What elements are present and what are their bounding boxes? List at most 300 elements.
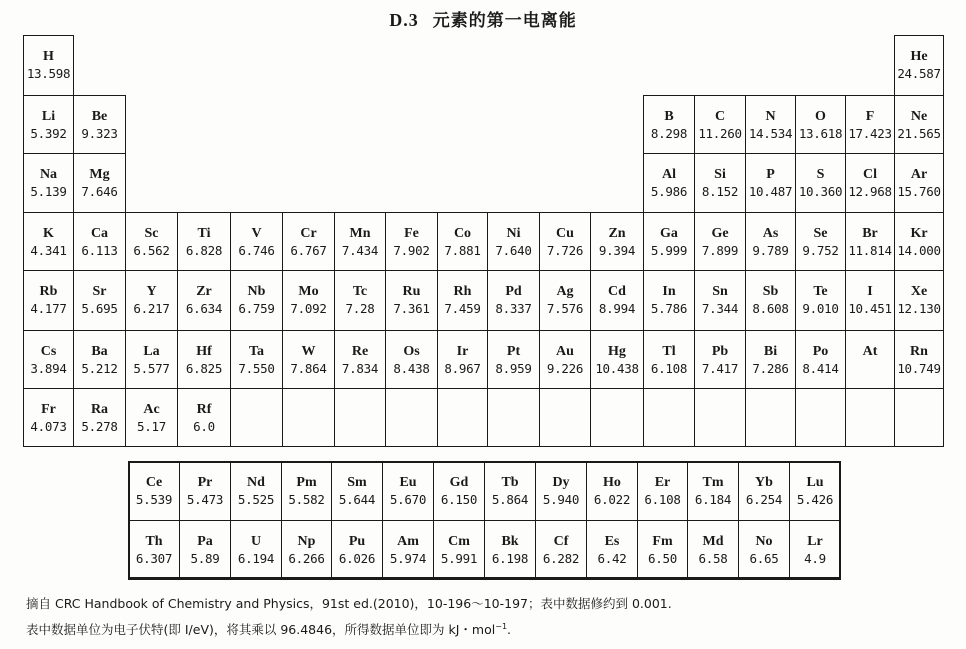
f-block-border bbox=[128, 461, 841, 579]
ionization-energy-value: 5.940 bbox=[542, 492, 580, 507]
ionization-energy-value: 10.360 bbox=[798, 184, 843, 199]
element-symbol: Ce bbox=[145, 475, 163, 490]
element-symbol: Ni bbox=[506, 226, 521, 241]
ionization-energy-value: 8.337 bbox=[495, 301, 532, 316]
element-cell bbox=[894, 270, 944, 331]
ionization-energy-value: 7.28 bbox=[345, 301, 375, 316]
ionization-energy-value: 5.539 bbox=[135, 492, 173, 507]
element-cell bbox=[795, 153, 846, 213]
ionization-energy-value: 6.767 bbox=[290, 243, 327, 258]
element-cell bbox=[643, 153, 695, 213]
ionization-energy-value: 7.459 bbox=[444, 301, 481, 316]
element-cell bbox=[230, 330, 283, 389]
element-cell bbox=[539, 388, 591, 447]
element-cell bbox=[643, 212, 695, 271]
ionization-energy-value: 4.177 bbox=[30, 301, 67, 316]
ionization-energy-value: 7.834 bbox=[341, 361, 379, 376]
element-symbol: Tb bbox=[501, 475, 519, 490]
element-symbol: Cm bbox=[448, 534, 470, 549]
element-cell bbox=[282, 212, 335, 271]
element-symbol: H bbox=[43, 49, 54, 64]
element-symbol: Br bbox=[862, 226, 878, 241]
element-cell bbox=[125, 388, 178, 447]
element-cell bbox=[795, 330, 846, 389]
footnote-unit-end: . bbox=[507, 622, 512, 637]
ionization-energy-value: 6.184 bbox=[694, 492, 732, 507]
ionization-energy-value: 6.150 bbox=[440, 492, 478, 507]
element-symbol: Md bbox=[702, 534, 724, 549]
element-symbol: U bbox=[250, 534, 262, 549]
page-title bbox=[0, 6, 966, 31]
element-cell bbox=[643, 270, 695, 331]
element-cell bbox=[539, 330, 591, 389]
ionization-energy-value: 4.9 bbox=[804, 551, 826, 566]
element-cell bbox=[487, 270, 540, 331]
element-cell bbox=[539, 270, 591, 331]
ionization-energy-value: 6.634 bbox=[185, 301, 223, 316]
element-symbol: Ne bbox=[910, 109, 928, 124]
element-cell bbox=[23, 95, 74, 154]
ionization-energy-value: 6.828 bbox=[185, 243, 223, 258]
element-cell bbox=[73, 95, 126, 154]
element-symbol: Lr bbox=[807, 534, 823, 549]
element-cell bbox=[643, 330, 695, 389]
ionization-energy-value: 11.260 bbox=[698, 126, 742, 141]
ionization-energy-value: 12.968 bbox=[848, 184, 892, 199]
element-cell bbox=[334, 212, 386, 271]
ionization-energy-value: 21.565 bbox=[897, 126, 941, 141]
element-cell bbox=[487, 330, 540, 389]
element-cell bbox=[334, 270, 386, 331]
ionization-energy-value: 9.752 bbox=[802, 243, 839, 258]
element-symbol: Co bbox=[453, 226, 472, 241]
ionization-energy-value: 6.113 bbox=[81, 243, 118, 258]
element-symbol: Cr bbox=[300, 226, 317, 241]
section-number: D.3 bbox=[389, 10, 419, 30]
element-cell bbox=[177, 388, 231, 447]
ionization-energy-value: 6.562 bbox=[133, 243, 170, 258]
ionization-energy-value: 10.438 bbox=[595, 361, 639, 376]
element-symbol: He bbox=[910, 49, 928, 64]
element-symbol: Hf bbox=[196, 344, 212, 359]
element-symbol: As bbox=[762, 226, 779, 241]
element-symbol: Pm bbox=[296, 475, 317, 490]
element-cell bbox=[894, 95, 944, 154]
ionization-energy-value: 9.394 bbox=[598, 243, 636, 258]
ionization-energy-value: 6.307 bbox=[135, 551, 173, 566]
ionization-energy-value: 7.646 bbox=[81, 184, 118, 199]
ionization-energy-value: 7.286 bbox=[752, 361, 789, 376]
element-symbol: Er bbox=[654, 475, 671, 490]
ionization-energy-value: 8.414 bbox=[802, 361, 839, 376]
element-cell bbox=[487, 388, 540, 447]
element-cell bbox=[745, 270, 796, 331]
ionization-energy-value: 8.994 bbox=[598, 301, 636, 316]
element-symbol: No bbox=[755, 534, 773, 549]
ionization-energy-value: 8.298 bbox=[650, 126, 688, 141]
element-cell bbox=[694, 330, 746, 389]
element-symbol: Ti bbox=[197, 226, 211, 241]
element-cell bbox=[694, 153, 746, 213]
element-cell bbox=[745, 330, 796, 389]
element-symbol: At bbox=[862, 344, 878, 359]
element-symbol: V bbox=[251, 226, 262, 241]
element-symbol: Pd bbox=[505, 284, 522, 299]
footnote-source: 摘自 CRC Handbook of Chemistry and Physics，91st ed.(2010)，10-196～10-197；表中数据修约到 0.001. bbox=[26, 596, 672, 611]
element-symbol: Tl bbox=[662, 344, 676, 359]
ionization-energy-value: 13.618 bbox=[798, 126, 843, 141]
ionization-energy-value: 7.864 bbox=[290, 361, 327, 376]
element-symbol: Th bbox=[145, 534, 163, 549]
element-symbol: Rf bbox=[196, 402, 212, 417]
element-cell bbox=[694, 212, 746, 271]
ionization-energy-value: 6.198 bbox=[491, 551, 529, 566]
ionization-energy-value: 5.525 bbox=[237, 492, 275, 507]
ionization-energy-value: 5.786 bbox=[650, 301, 688, 316]
element-symbol: Ag bbox=[556, 284, 574, 299]
element-symbol: I bbox=[867, 284, 873, 299]
element-cell bbox=[745, 153, 796, 213]
element-cell bbox=[845, 153, 895, 213]
element-symbol: Eu bbox=[399, 475, 417, 490]
ionization-energy-value: 9.226 bbox=[546, 361, 584, 376]
element-symbol: Re bbox=[351, 344, 369, 359]
element-cell bbox=[745, 95, 796, 154]
element-symbol: Ta bbox=[248, 344, 265, 359]
element-symbol: P bbox=[766, 167, 775, 182]
element-cell bbox=[590, 270, 644, 331]
element-cell bbox=[845, 212, 895, 271]
element-symbol: Ga bbox=[660, 226, 678, 241]
element-cell bbox=[385, 388, 438, 447]
ionization-energy-value: 10.749 bbox=[897, 361, 941, 376]
ionization-energy-value: 5.864 bbox=[491, 492, 529, 507]
element-cell bbox=[73, 153, 126, 213]
ionization-energy-value: 7.417 bbox=[701, 361, 739, 376]
element-cell bbox=[643, 95, 695, 154]
ionization-energy-value: 14.534 bbox=[748, 126, 793, 141]
element-cell bbox=[745, 388, 796, 447]
element-symbol: Rb bbox=[39, 284, 58, 299]
footnote-unit bbox=[26, 620, 511, 638]
element-cell bbox=[73, 388, 126, 447]
ionization-energy-value: 5.644 bbox=[338, 492, 376, 507]
element-cell bbox=[385, 330, 438, 389]
element-symbol: Fr bbox=[41, 402, 56, 417]
element-cell bbox=[894, 35, 944, 96]
element-cell bbox=[334, 388, 386, 447]
element-symbol: Rn bbox=[910, 344, 928, 359]
footnote-unit-exponent: −1 bbox=[495, 621, 508, 631]
element-symbol: W bbox=[301, 344, 316, 359]
ionization-energy-value: 6.282 bbox=[542, 551, 580, 566]
ionization-energy-value: 6.759 bbox=[238, 301, 275, 316]
element-symbol: Si bbox=[714, 167, 726, 182]
element-symbol: Xe bbox=[910, 284, 928, 299]
element-symbol: O bbox=[815, 109, 826, 124]
element-symbol: Os bbox=[403, 344, 420, 359]
ionization-energy-value: 24.587 bbox=[897, 66, 941, 81]
ionization-energy-value: 7.434 bbox=[341, 243, 379, 258]
element-symbol: Y bbox=[146, 284, 157, 299]
ionization-energy-value: 3.894 bbox=[30, 361, 67, 376]
element-symbol: Ra bbox=[90, 402, 109, 417]
ionization-energy-value: 5.426 bbox=[796, 492, 834, 507]
ionization-energy-value: 6.266 bbox=[288, 551, 325, 566]
ionization-energy-value: 6.65 bbox=[749, 551, 779, 566]
element-cell bbox=[230, 270, 283, 331]
element-symbol: Ho bbox=[603, 475, 621, 490]
element-cell bbox=[125, 270, 178, 331]
ionization-energy-value: 6.58 bbox=[698, 551, 728, 566]
element-symbol: Mo bbox=[298, 284, 319, 299]
element-symbol: Bk bbox=[501, 534, 519, 549]
ionization-energy-value: 5.582 bbox=[288, 492, 325, 507]
ionization-energy-value: 5.212 bbox=[81, 361, 118, 376]
element-cell bbox=[487, 212, 540, 271]
ionization-energy-value: 6.022 bbox=[593, 492, 631, 507]
element-cell bbox=[845, 95, 895, 154]
ionization-energy-value: 17.423 bbox=[848, 126, 892, 141]
ionization-energy-value: 7.550 bbox=[238, 361, 275, 376]
ionization-energy-value: 4.073 bbox=[30, 419, 67, 434]
title-text: 元素的第一电离能 bbox=[432, 11, 577, 31]
element-symbol: Ge bbox=[711, 226, 729, 241]
element-cell bbox=[177, 330, 231, 389]
ionization-energy-value: 7.361 bbox=[393, 301, 430, 316]
element-cell bbox=[894, 388, 944, 447]
element-symbol: C bbox=[714, 109, 726, 124]
element-symbol: Cd bbox=[608, 284, 626, 299]
element-cell bbox=[795, 212, 846, 271]
ionization-energy-value: 6.746 bbox=[238, 243, 275, 258]
element-symbol: Ir bbox=[456, 344, 469, 359]
element-cell bbox=[845, 330, 895, 389]
ionization-energy-value: 5.999 bbox=[650, 243, 688, 258]
element-cell bbox=[643, 388, 695, 447]
element-symbol: Gd bbox=[449, 475, 469, 490]
element-symbol: Zn bbox=[608, 226, 626, 241]
element-symbol: Cl bbox=[863, 167, 877, 182]
element-symbol: Zr bbox=[196, 284, 212, 299]
ionization-energy-value: 6.217 bbox=[133, 301, 170, 316]
ionization-energy-value: 6.825 bbox=[185, 361, 223, 376]
element-symbol: Mn bbox=[349, 226, 371, 241]
element-symbol: Cu bbox=[556, 226, 574, 241]
element-cell bbox=[334, 330, 386, 389]
element-cell bbox=[845, 388, 895, 447]
element-cell bbox=[23, 388, 74, 447]
ionization-energy-value: 11.814 bbox=[848, 243, 892, 258]
element-symbol: In bbox=[662, 284, 676, 299]
element-cell bbox=[845, 270, 895, 331]
ionization-energy-value: 8.959 bbox=[495, 361, 532, 376]
element-symbol: Lu bbox=[806, 475, 824, 490]
ionization-energy-value: 4.341 bbox=[30, 243, 67, 258]
element-symbol: Pt bbox=[506, 344, 521, 359]
ionization-energy-value: 15.760 bbox=[897, 184, 941, 199]
ionization-energy-value: 10.451 bbox=[848, 301, 892, 316]
element-symbol: Ac bbox=[143, 402, 160, 417]
ionization-energy-value: 5.139 bbox=[30, 184, 67, 199]
element-symbol: Rh bbox=[453, 284, 472, 299]
element-symbol: Pr bbox=[197, 475, 213, 490]
ionization-energy-value: 5.974 bbox=[389, 551, 427, 566]
ionization-energy-value: 5.89 bbox=[190, 551, 220, 566]
element-cell bbox=[177, 270, 231, 331]
ionization-energy-value: 12.130 bbox=[897, 301, 941, 316]
ionization-energy-value: 6.194 bbox=[237, 551, 275, 566]
ionization-energy-value: 8.967 bbox=[444, 361, 481, 376]
element-symbol: Nb bbox=[247, 284, 266, 299]
element-symbol: Nd bbox=[247, 475, 265, 490]
element-cell bbox=[745, 212, 796, 271]
element-cell bbox=[590, 212, 644, 271]
element-cell bbox=[694, 95, 746, 154]
ionization-energy-value: 6.108 bbox=[650, 361, 688, 376]
element-symbol: Po bbox=[812, 344, 829, 359]
element-symbol: Sb bbox=[762, 284, 779, 299]
ionization-energy-value: 5.473 bbox=[186, 492, 224, 507]
ionization-energy-value: 7.726 bbox=[546, 243, 584, 258]
element-cell bbox=[894, 153, 944, 213]
element-cell bbox=[125, 212, 178, 271]
element-symbol: Cs bbox=[40, 344, 57, 359]
element-symbol: B bbox=[664, 109, 674, 124]
element-symbol: Hg bbox=[608, 344, 626, 359]
ionization-energy-value: 7.576 bbox=[546, 301, 584, 316]
ionization-energy-value: 9.323 bbox=[81, 126, 118, 141]
element-cell bbox=[795, 95, 846, 154]
element-cell bbox=[437, 270, 488, 331]
element-cell bbox=[437, 388, 488, 447]
ionization-energy-value: 5.392 bbox=[30, 126, 67, 141]
element-cell bbox=[694, 388, 746, 447]
element-symbol: Be bbox=[91, 109, 108, 124]
ionization-energy-value: 8.438 bbox=[393, 361, 430, 376]
element-symbol: S bbox=[816, 167, 825, 182]
element-cell bbox=[539, 212, 591, 271]
ionization-energy-value: 7.092 bbox=[290, 301, 327, 316]
element-cell bbox=[23, 153, 74, 213]
element-cell bbox=[23, 330, 74, 389]
ionization-energy-value: 9.010 bbox=[802, 301, 839, 316]
element-cell bbox=[894, 212, 944, 271]
ionization-energy-value: 5.670 bbox=[389, 492, 427, 507]
element-symbol: K bbox=[43, 226, 54, 241]
element-cell bbox=[73, 270, 126, 331]
element-symbol: Am bbox=[397, 534, 419, 549]
ionization-energy-value: 10.487 bbox=[748, 184, 793, 199]
ionization-energy-value: 5.695 bbox=[81, 301, 118, 316]
element-symbol: Ru bbox=[402, 284, 421, 299]
ionization-energy-value: 6.254 bbox=[745, 492, 783, 507]
element-symbol: Au bbox=[556, 344, 574, 359]
ionization-energy-value: 5.17 bbox=[137, 419, 166, 434]
element-symbol: Te bbox=[813, 284, 828, 299]
element-symbol: Fm bbox=[652, 534, 673, 549]
element-cell bbox=[23, 212, 74, 271]
element-cell bbox=[437, 330, 488, 389]
element-symbol: La bbox=[143, 344, 160, 359]
element-symbol: Sc bbox=[144, 226, 159, 241]
ionization-energy-value: 8.152 bbox=[701, 184, 739, 199]
element-cell bbox=[282, 330, 335, 389]
element-symbol: Pa bbox=[197, 534, 213, 549]
ionization-energy-value: 6.108 bbox=[644, 492, 681, 507]
element-symbol: Sn bbox=[712, 284, 728, 299]
ionization-energy-value: 6.0 bbox=[193, 419, 215, 434]
ionization-energy-value: 5.278 bbox=[81, 419, 118, 434]
element-symbol: Al bbox=[662, 167, 676, 182]
element-cell bbox=[282, 270, 335, 331]
ionization-energy-value: 6.50 bbox=[648, 551, 677, 566]
ionization-energy-value: 9.789 bbox=[752, 243, 789, 258]
element-cell bbox=[437, 212, 488, 271]
ionization-energy-value: 7.640 bbox=[495, 243, 532, 258]
ionization-energy-value: 5.986 bbox=[650, 184, 688, 199]
element-symbol: Ar bbox=[910, 167, 928, 182]
element-symbol: Cf bbox=[553, 534, 569, 549]
ionization-energy-value: 14.000 bbox=[897, 243, 941, 258]
element-symbol: Np bbox=[297, 534, 316, 549]
element-symbol: Tc bbox=[352, 284, 368, 299]
element-symbol: Mg bbox=[89, 167, 110, 182]
element-cell bbox=[73, 330, 126, 389]
element-symbol: Pu bbox=[348, 534, 366, 549]
element-symbol: N bbox=[765, 109, 776, 124]
element-cell bbox=[73, 212, 126, 271]
ionization-energy-value: 8.608 bbox=[752, 301, 789, 316]
element-symbol: Ba bbox=[91, 344, 108, 359]
element-symbol: Li bbox=[41, 109, 56, 124]
element-symbol: F bbox=[865, 109, 875, 124]
footnote-unit-text: 表中数据单位为电子伏特(即 I/eV)，将其乘以 96.4846，所得数据单位即为 kJ・mol bbox=[26, 622, 496, 637]
ionization-energy-value: 6.42 bbox=[597, 551, 627, 566]
element-symbol: Es bbox=[604, 534, 620, 549]
element-symbol: Dy bbox=[552, 475, 570, 490]
element-cell bbox=[694, 270, 746, 331]
element-symbol: Na bbox=[39, 167, 58, 182]
element-cell bbox=[795, 270, 846, 331]
element-cell bbox=[894, 330, 944, 389]
element-cell bbox=[795, 388, 846, 447]
element-symbol: Sm bbox=[347, 475, 367, 490]
ionization-energy-value: 13.598 bbox=[26, 66, 71, 81]
element-symbol: Bi bbox=[763, 344, 778, 359]
ionization-energy-value: 7.344 bbox=[701, 301, 739, 316]
element-cell bbox=[125, 330, 178, 389]
element-cell bbox=[590, 388, 644, 447]
ionization-energy-value: 5.991 bbox=[440, 551, 478, 566]
element-cell bbox=[23, 35, 74, 96]
element-cell bbox=[385, 270, 438, 331]
element-symbol: Pb bbox=[711, 344, 729, 359]
ionization-energy-value: 7.899 bbox=[701, 243, 739, 258]
element-cell bbox=[230, 388, 283, 447]
ionization-energy-value: 7.881 bbox=[444, 243, 481, 258]
element-cell bbox=[282, 388, 335, 447]
element-symbol: Tm bbox=[702, 475, 724, 490]
element-symbol: Fe bbox=[404, 226, 419, 241]
element-cell bbox=[590, 330, 644, 389]
element-cell bbox=[177, 212, 231, 271]
element-symbol: Se bbox=[813, 226, 828, 241]
element-symbol: Kr bbox=[910, 226, 928, 241]
element-cell bbox=[23, 270, 74, 331]
element-symbol: Ca bbox=[90, 226, 109, 241]
ionization-energy-value: 7.902 bbox=[393, 243, 430, 258]
